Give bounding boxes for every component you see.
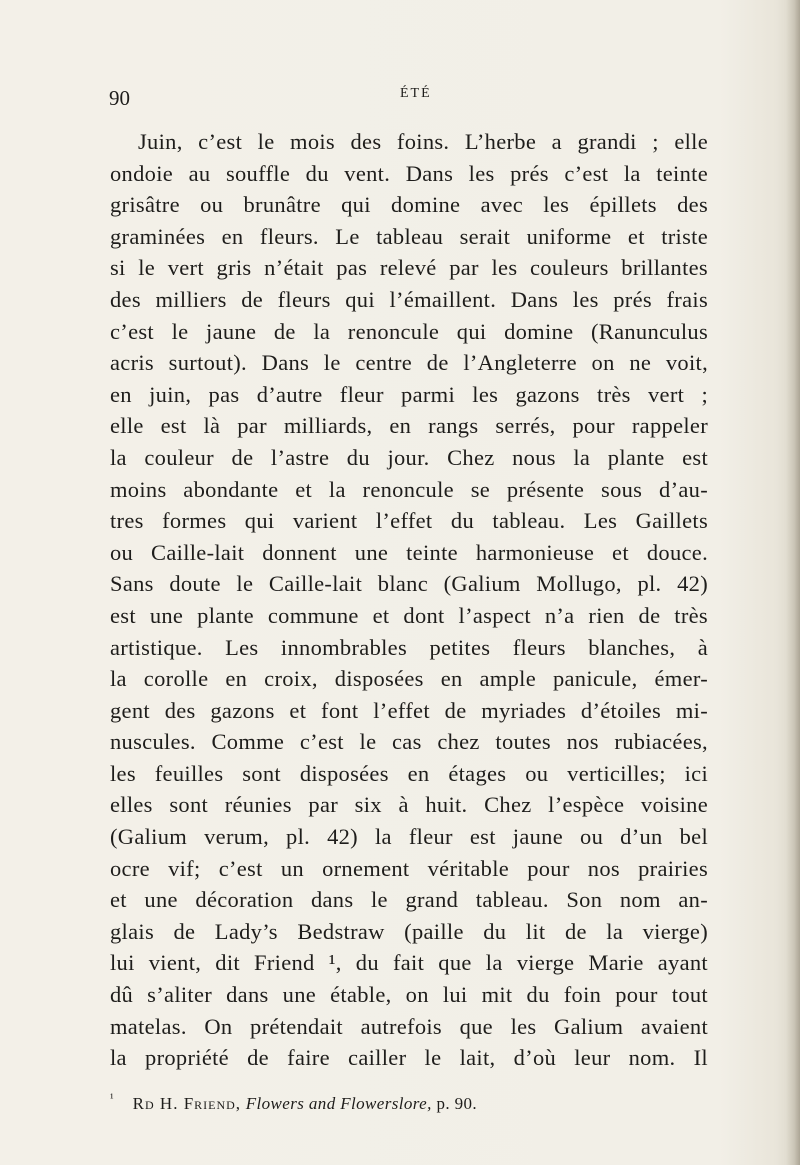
text-line: grisâtre ou brunâtre qui domine avec les épillets des <box>110 192 708 218</box>
text-line: nuscules. Comme c’est le cas chez toutes nos rubiacées, <box>110 729 708 755</box>
text-line: tres formes qui varient l’effet du tableau. Les Gaillets <box>110 508 708 534</box>
footnote-page: p. 90. <box>436 1094 478 1113</box>
text-line: est une plante commune et dont l’aspect n’a rien de très <box>110 602 708 628</box>
text-line: c’est le jaune de la renoncule qui domine (Ranunculus <box>110 318 708 344</box>
text-line: des milliers de fleurs qui l’émaillent. Dans les prés frais <box>110 286 708 312</box>
footnote-title: Flowers and Flowerslore, <box>245 1094 432 1113</box>
text-line: si le vert gris n’était pas relevé par les couleurs brillantes <box>110 255 708 281</box>
text-line: elle est là par milliards, en rangs serrés, pour rappeler <box>110 413 708 439</box>
text-line: artistique. Les innombrables petites fleurs blanches, à <box>110 634 708 660</box>
text-line: Sans doute le Caille-lait blanc (Galium Mollugo, pl. 42) <box>110 571 708 597</box>
text-line: et une décoration dans le grand tableau. Son nom an- <box>110 887 708 913</box>
text-line: ondoie au souffle du vent. Dans les prés c’est la teinte <box>110 160 708 186</box>
running-head: ÉTÉ <box>400 86 432 101</box>
body-text <box>110 126 708 1074</box>
page-number: 90 <box>109 86 130 110</box>
text-line: la couleur de l’astre du jour. Chez nous la plante est <box>110 444 708 470</box>
text-line: moins abondante et la renoncule se présente sous d’au- <box>110 476 708 502</box>
text-line: matelas. On prétendait autrefois que les Galium avaient <box>110 1013 708 1039</box>
text-line: ocre vif; c’est un ornement véritable pour nos prairies <box>110 855 708 881</box>
text-line: les feuilles sont disposées en étages ou verticilles; ici <box>110 760 708 786</box>
text-line: elles sont réunies par six à huit. Chez l’espèce voisine <box>110 792 708 818</box>
text-line: (Galium verum, pl. 42) la fleur est jaune ou d’un bel <box>110 824 708 850</box>
page-edge-shadow <box>786 0 800 1165</box>
footnote-author: Rd H. Friend, <box>132 1094 242 1113</box>
text-line: la corolle en croix, disposées en ample panicule, émer- <box>110 666 708 692</box>
text-line: acris surtout). Dans le centre de l’Angleterre on ne voit, <box>110 350 708 376</box>
footnote-mark: ¹ <box>110 1091 114 1105</box>
text-line: ou Caille-lait donnent une teinte harmonieuse et douce. <box>110 539 708 565</box>
text-line: lui vient, dit Friend ¹, du fait que la vierge Marie ayant <box>110 950 708 976</box>
text-line: gent des gazons et font l’effet de myriades d’étoiles mi- <box>110 697 708 723</box>
footnote <box>110 1091 477 1114</box>
text-line: la propriété de faire cailler le lait, d’où leur nom. Il <box>110 1045 708 1071</box>
text-line: glais de Lady’s Bedstraw (paille du lit de la vierge) <box>110 918 708 944</box>
text-line: Juin, c’est le mois des foins. L’herbe a grandi ; elle <box>138 129 708 154</box>
text-line: graminées en fleurs. Le tableau serait uniforme et triste <box>110 223 708 249</box>
text-line: dû s’aliter dans une étable, on lui mit du foin pour tout <box>110 982 708 1008</box>
text-line: en juin, pas d’autre fleur parmi les gazons très vert ; <box>110 381 708 407</box>
